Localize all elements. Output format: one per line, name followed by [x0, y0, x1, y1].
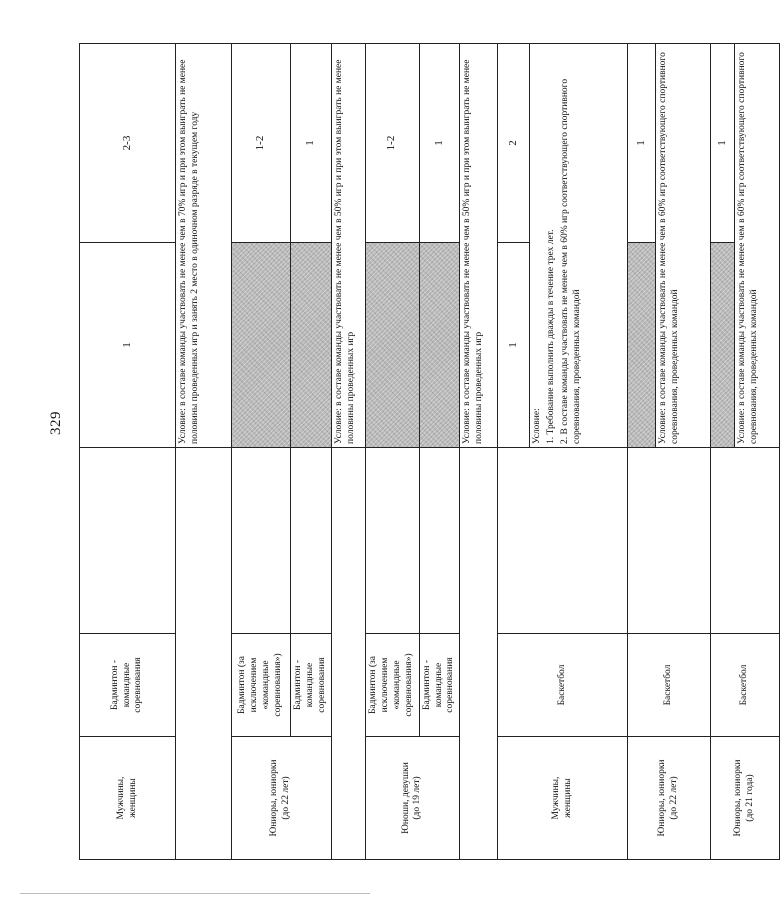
page-number: 329 [48, 411, 64, 435]
shaded-cell [291, 243, 332, 448]
discipline-cell: Бадминтон - командные соревнования [80, 634, 176, 737]
table-row [80, 44, 176, 860]
condition-cell: Условие: в составе команды участвовать не менее чем в 70% игр и при этом выиграть не менее половины проведенных игр и занять 2 место в одиночном разряде в текущем году [176, 44, 232, 448]
shaded-cell [628, 243, 656, 448]
shaded-cell [232, 243, 291, 448]
shaded-cell [711, 243, 735, 448]
value-cell: 1 [291, 44, 332, 243]
shaded-cell [419, 243, 460, 448]
category-cell: Мужчины, женщины [498, 737, 628, 860]
discipline-cell: Бадминтон - командные соревнования [291, 634, 332, 737]
condition-cell: Условие: в составе команды участвовать не менее чем в 50% игр и при этом выиграть не менее половины проведенных игр [331, 44, 365, 448]
table-row [232, 44, 291, 860]
category-cell: Юниоры, юниорки (до 22 лет) [628, 737, 711, 860]
empty-cell [419, 448, 460, 634]
discipline-cell: Бадминтон (за исключением «командные соревнования») [365, 634, 419, 737]
value-cell: 1 [711, 44, 735, 243]
empty-cell [460, 448, 498, 860]
condition-item: 2. В составе команды участвовать не менее чем в 60% игр соответствующего спортивного соревнования, проведенных командой [560, 78, 582, 444]
sports-requirements-table [79, 43, 780, 860]
empty-cell [628, 448, 711, 634]
empty-cell [291, 448, 332, 634]
value-cell: 1 [628, 44, 656, 243]
value-cell: 2 [498, 44, 530, 243]
discipline-cell: Баскетбол [498, 634, 628, 737]
empty-cell [498, 448, 628, 634]
shaded-cell [365, 243, 419, 448]
condition-cell [530, 44, 628, 448]
value-cell: 1 [419, 44, 460, 243]
empty-cell [232, 448, 291, 634]
table-row [460, 44, 498, 860]
category-cell: Юноши, девушки (до 19 лет) [365, 737, 460, 860]
condition-cell: Условие: в составе команды участвовать не менее чем в 60% игр соответствующего спортивного соревнования, проведенных командой [656, 44, 711, 448]
table-row [498, 44, 530, 860]
scan-edge-line [20, 893, 370, 894]
empty-cell [176, 448, 232, 860]
value-cell: 2-3 [80, 44, 176, 243]
category-cell: Юниоры, юниорки (до 22 лет) [232, 737, 332, 860]
category-cell: Мужчины, женщины [80, 737, 176, 860]
table-row [711, 44, 735, 860]
table-row [365, 44, 419, 860]
empty-cell [365, 448, 419, 634]
discipline-cell: Баскетбол [711, 634, 780, 737]
table-row [628, 44, 656, 860]
table-row [176, 44, 232, 860]
value-cell: 1 [80, 243, 176, 448]
discipline-cell: Бадминтон (за исключением «командные соревнования») [232, 634, 291, 737]
category-cell: Юниоры, юниорки (до 21 года) [711, 737, 780, 860]
empty-cell [331, 448, 365, 860]
table-row [331, 44, 365, 860]
discipline-cell: Баскетбол [628, 634, 711, 737]
discipline-cell: Бадминтон - командные соревнования [419, 634, 460, 737]
condition-cell: Условие: в составе команды участвовать не менее чем в 50% игр и при этом выиграть не менее половины проведенных игр [460, 44, 498, 448]
value-cell: 1-2 [232, 44, 291, 243]
condition-title: Условие: [532, 408, 543, 444]
empty-cell [711, 448, 780, 634]
condition-cell: Условие: в составе команды участвовать не менее чем в 60% игр соответствующего спортивного соревнования, проведенных командой [735, 44, 780, 448]
empty-cell [80, 448, 176, 634]
value-cell: 1-2 [365, 44, 419, 243]
value-cell: 1 [498, 243, 530, 448]
condition-item: 1. Требование выполнить дважды в течение трех лет. [546, 229, 557, 444]
